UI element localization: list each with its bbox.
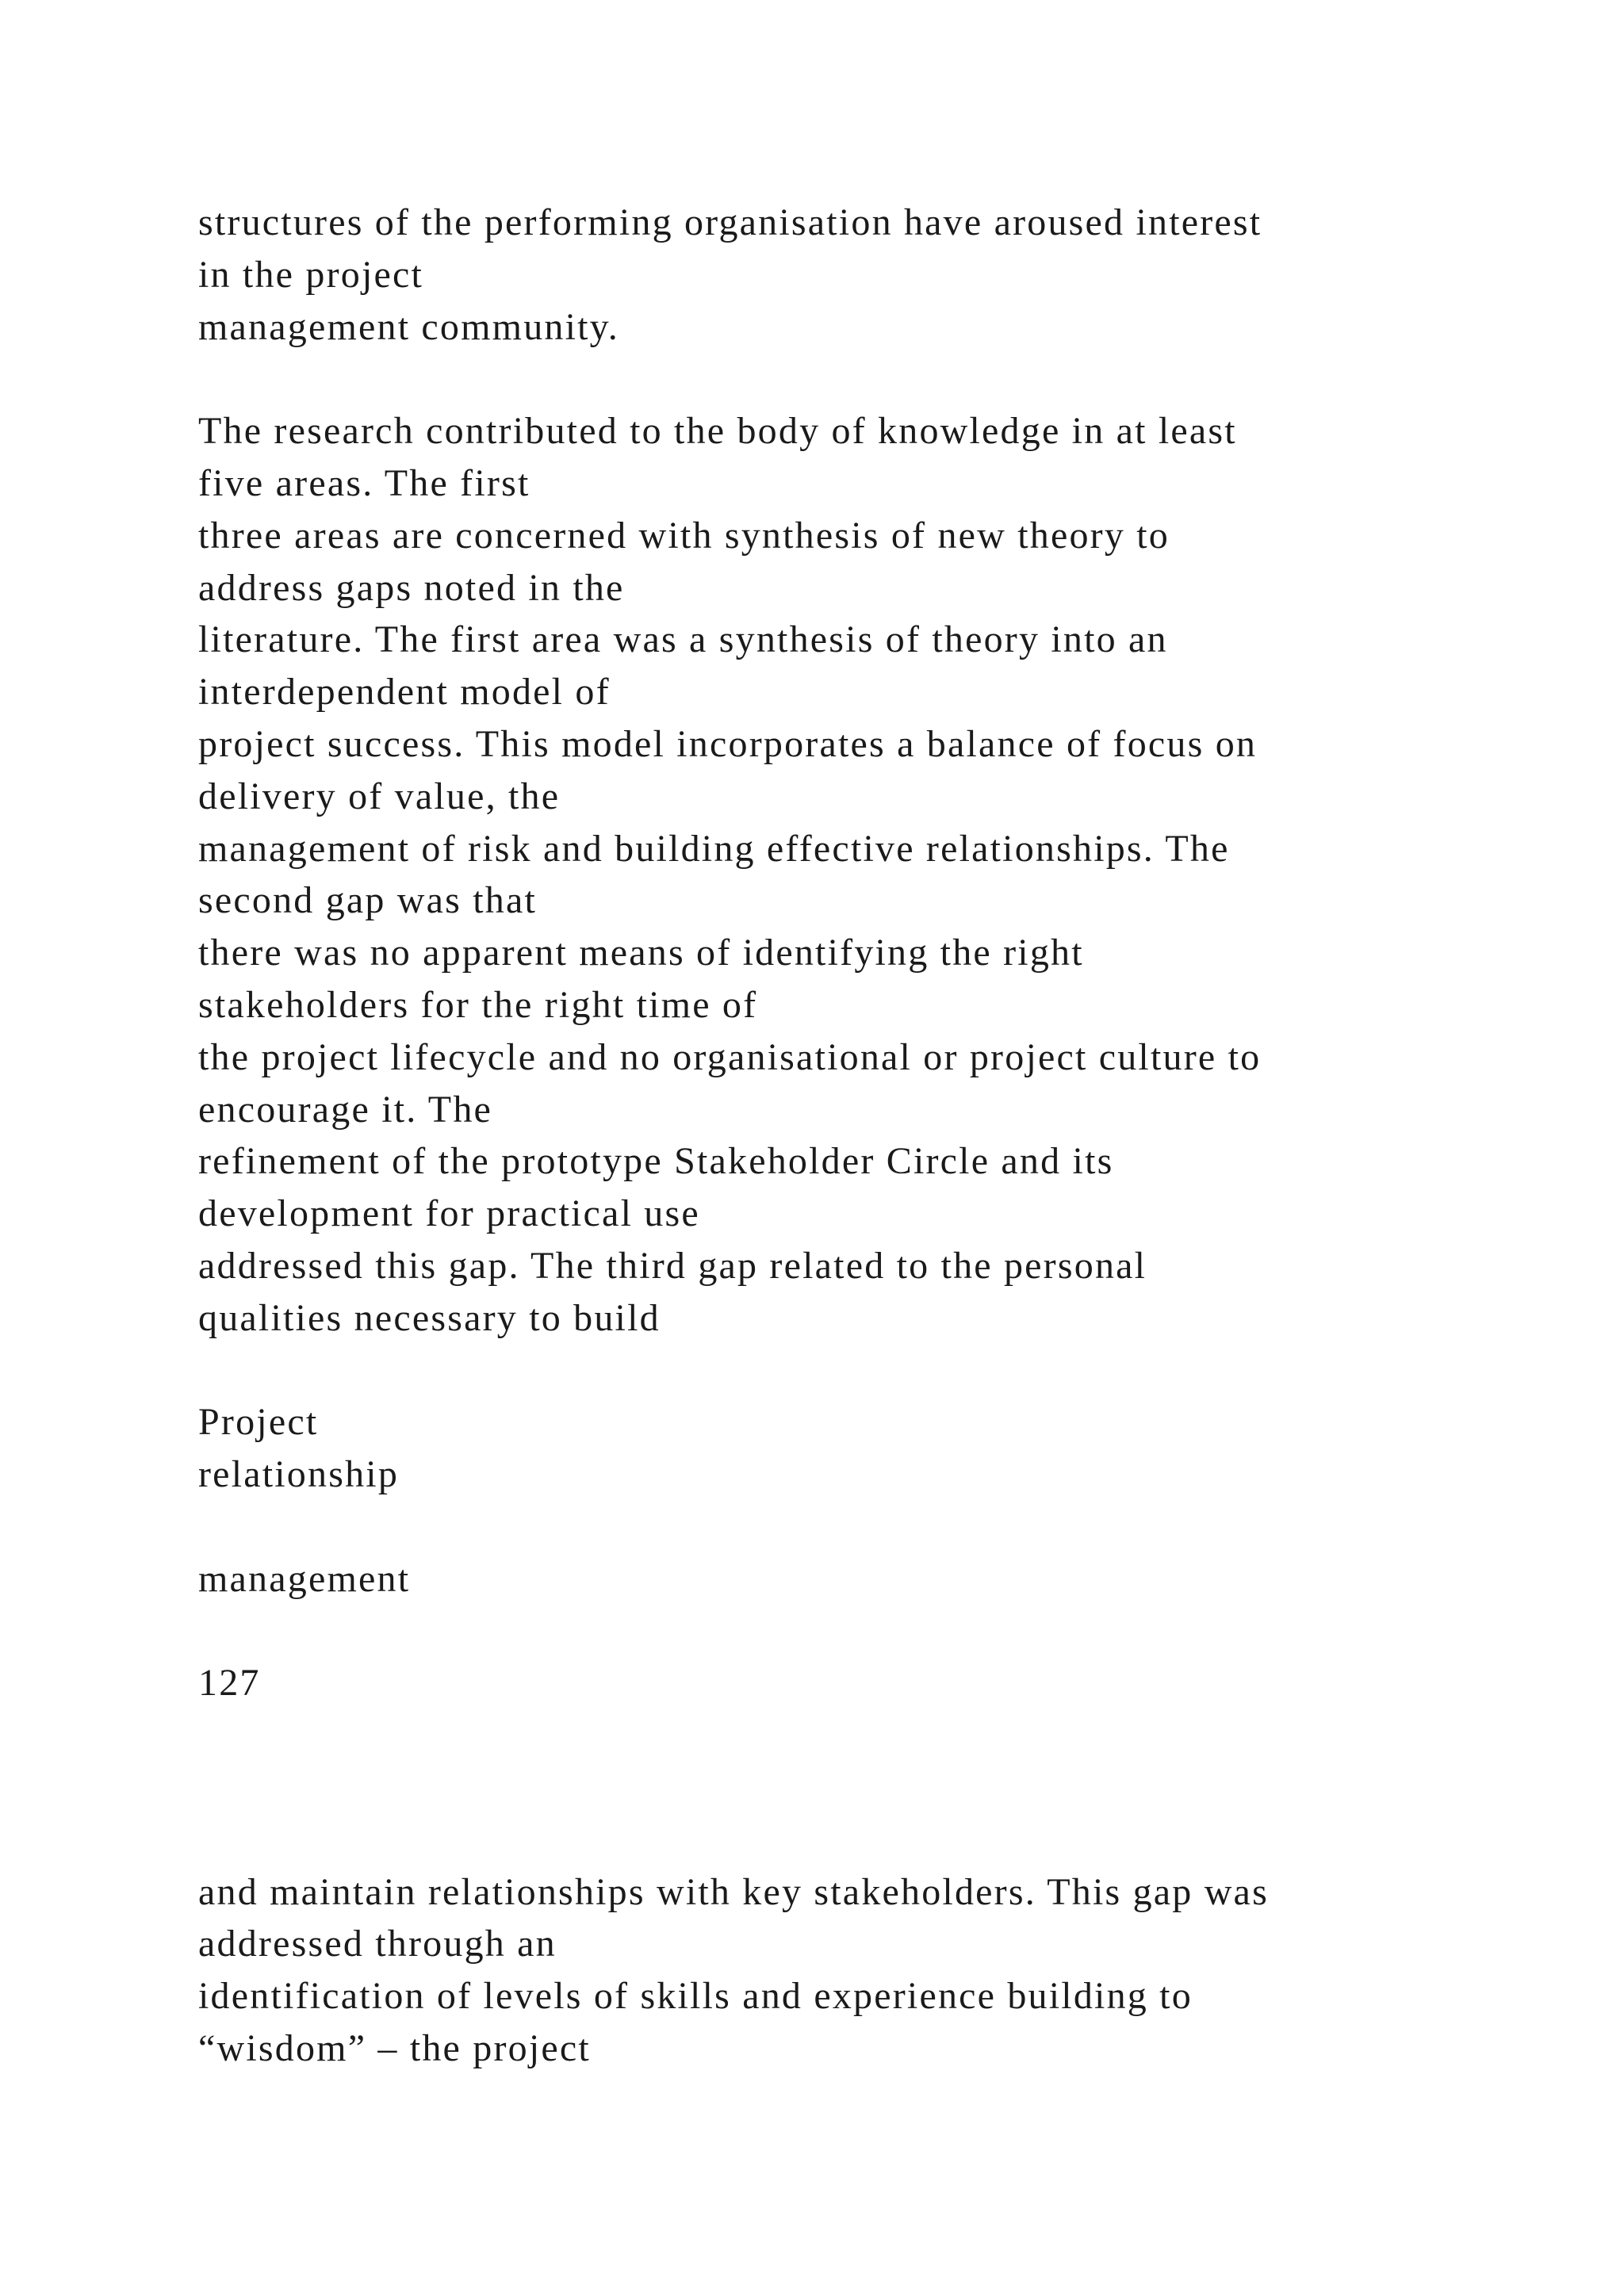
paragraph-spacer xyxy=(198,1605,1546,1658)
text-line: The research contributed to the body of knowledge in at least xyxy=(198,410,1237,453)
text-line: management of risk and building effective relationships. The xyxy=(198,827,1230,870)
text-line: the project lifecycle and no organisational or project culture to xyxy=(198,1035,1262,1078)
running-header-line: Project xyxy=(198,1401,319,1444)
paragraph-1 xyxy=(198,197,1546,353)
text-line: addressed this gap. The third gap related to the personal xyxy=(198,1244,1147,1287)
text-line: addressed through an xyxy=(198,1923,557,1965)
text-line: qualities necessary to build xyxy=(198,1296,661,1339)
paragraph-spacer xyxy=(198,353,1546,405)
paragraph-2 xyxy=(198,405,1546,1344)
running-header xyxy=(198,1396,1546,1605)
text-line: delivery of value, the xyxy=(198,775,561,817)
page-number: 127 xyxy=(198,1662,261,1705)
text-line: development for practical use xyxy=(198,1192,700,1235)
text-line: and maintain relationships with key stakeholders. This gap was xyxy=(198,1870,1269,1913)
text-line: stakeholders for the right time of xyxy=(198,983,758,1026)
document-page xyxy=(198,197,1546,2075)
running-header-line: management xyxy=(198,1557,411,1600)
page-break-spacer xyxy=(198,1709,1546,1866)
paragraph-spacer xyxy=(198,1501,1546,1553)
text-line: “wisdom” – the project xyxy=(198,2026,591,2069)
text-line: three areas are concerned with synthesis of new theory to xyxy=(198,514,1170,557)
running-header-line: relationship xyxy=(198,1453,400,1496)
text-line: refinement of the prototype Stakeholder Circle and its xyxy=(198,1140,1114,1183)
text-line: there was no apparent means of identifying the right xyxy=(198,932,1084,974)
paragraph-spacer xyxy=(198,1345,1546,1397)
text-line: address gaps noted in the xyxy=(198,566,625,609)
text-line: encourage it. The xyxy=(198,1088,493,1131)
text-line: second gap was that xyxy=(198,879,538,922)
text-line: management community. xyxy=(198,305,619,348)
text-line: in the project xyxy=(198,253,424,296)
text-line: identification of levels of skills and experience building to xyxy=(198,1975,1193,2018)
text-line: literature. The first area was a synthesis of theory into an xyxy=(198,618,1168,661)
text-line: interdependent model of xyxy=(198,671,611,714)
paragraph-3 xyxy=(198,1866,1546,2075)
text-line: project success. This model incorporates a balance of focus on xyxy=(198,722,1258,765)
text-line: structures of the performing organisation have aroused interest xyxy=(198,201,1262,243)
text-line: five areas. The first xyxy=(198,461,530,504)
